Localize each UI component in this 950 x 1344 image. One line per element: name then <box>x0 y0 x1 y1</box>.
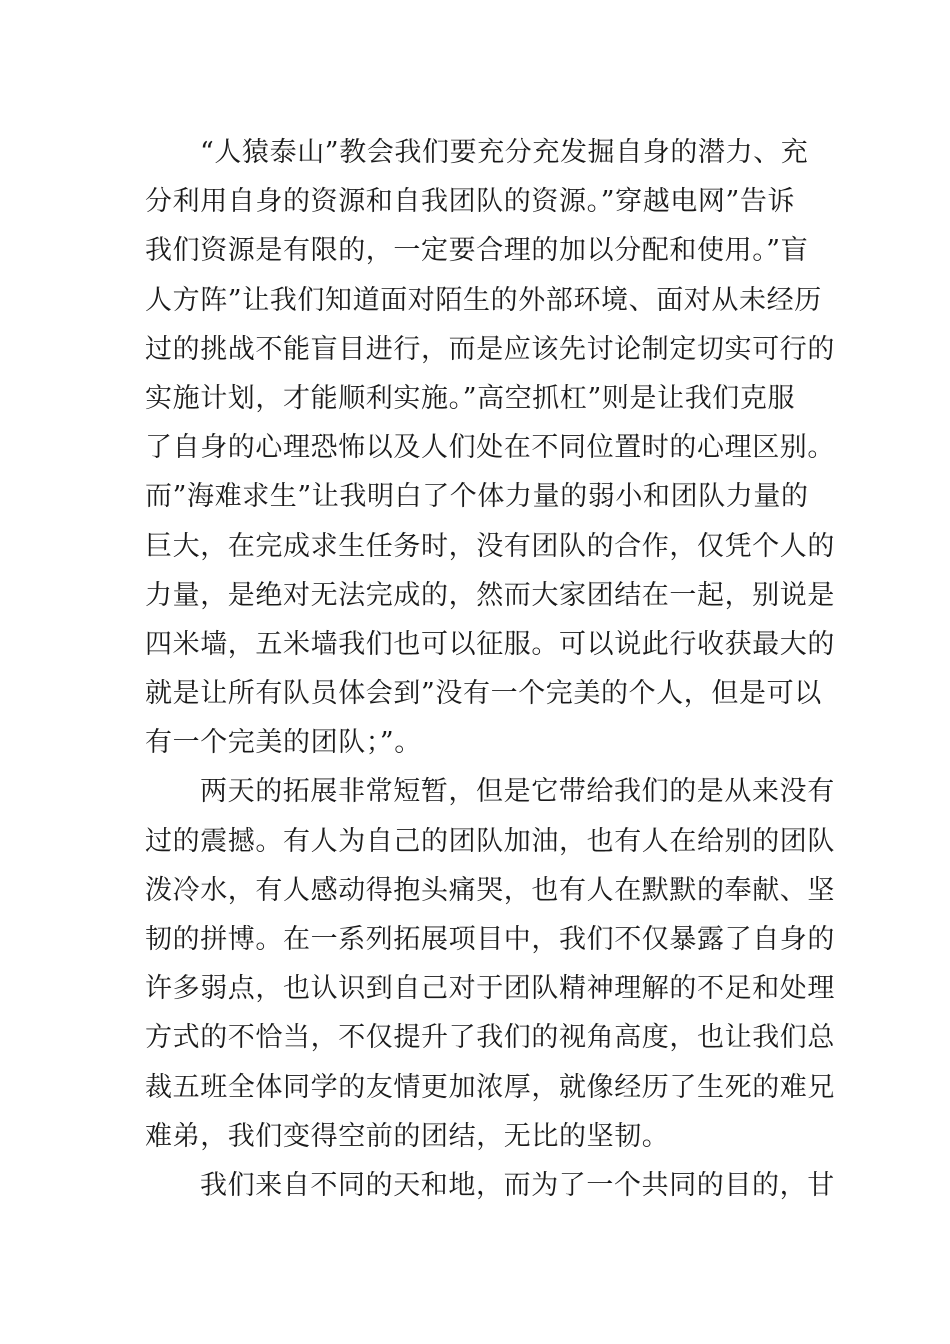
paragraph-line: 人方阵”让我们知道面对陌生的外部环境、面对从未经历 <box>145 284 822 316</box>
paragraph-1 <box>145 128 835 767</box>
paragraph-line: 我们来自不同的天和地，而为了一个共同的目的，甘 <box>200 1169 835 1201</box>
paragraph-line: 分利用自身的资源和自我团队的资源。”穿越电网”告诉 <box>145 186 796 218</box>
paragraph-line: 许多弱点，也认识到自己对于团队精神理解的不足和处理 <box>145 973 835 1005</box>
paragraph-line: 过的震撼。有人为自己的团队加油，也有人在给别的团队 <box>145 825 835 857</box>
paragraph-line: 韧的拼博。在一系列拓展项目中，我们不仅暴露了自身的 <box>145 924 835 955</box>
paragraph-line: 方式的不恰当，不仅提升了我们的视角高度，也让我们总 <box>145 1022 835 1054</box>
paragraph-line: 力量，是绝对无法完成的，然而大家团结在一起，别说是 <box>145 579 835 611</box>
paragraph-3 <box>145 1161 835 1210</box>
paragraph-line: 两天的拓展非常短暂，但是它带给我们的是从来没有 <box>200 776 835 808</box>
paragraph-line: 裁五班全体同学的友情更加浓厚，就像经历了生死的难兄 <box>145 1071 835 1103</box>
paragraph-line: 过的挑战不能盲目进行，而是应该先讨论制定切实可行的 <box>145 333 835 365</box>
paragraph-line: 难弟，我们变得空前的团结，无比的坚韧。 <box>145 1120 670 1152</box>
paragraph-line: 巨大，在完成求生任务时，没有团队的合作，仅凭个人的 <box>145 530 835 562</box>
paragraph-line: 而”海难求生”让我明白了个体力量的弱小和团队力量的 <box>145 481 809 513</box>
paragraph-line: 就是让所有队员体会到”没有一个完美的个人，但是可以 <box>145 678 822 710</box>
paragraph-line: “人猿泰山”教会我们要充分充发掘自身的潜力、充 <box>200 137 809 168</box>
paragraph-line: 有一个完美的团队；”。 <box>145 727 422 759</box>
paragraph-line: 了自身的心理恐怖以及人们处在不同位置时的心理区别。 <box>145 432 835 464</box>
paragraph-line: 四米墙，五米墙我们也可以征服。可以说此行收获最大的 <box>145 628 835 660</box>
paragraph-2 <box>145 767 835 1161</box>
paragraph-line: 我们资源是有限的，一定要合理的加以分配和使用。”盲 <box>145 235 809 267</box>
paragraph-line: 实施计划，才能顺利实施。”高空抓杠”则是让我们克服 <box>145 382 796 414</box>
paragraph-line: 泼冷水，有人感动得抱头痛哭，也有人在默默的奉献、坚 <box>145 874 835 906</box>
document-body <box>145 128 835 1210</box>
